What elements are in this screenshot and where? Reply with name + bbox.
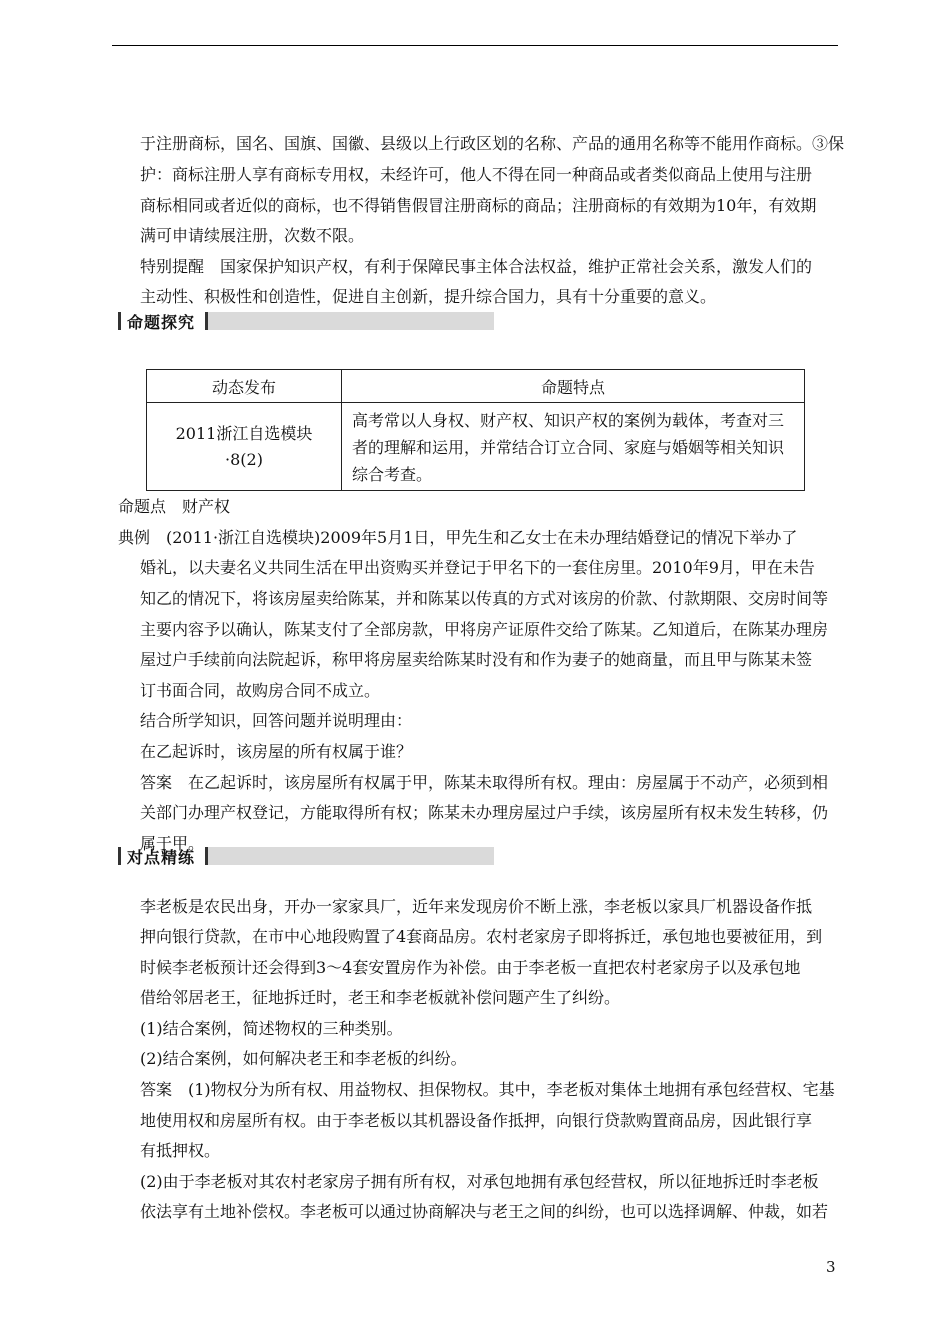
header-rule	[112, 45, 838, 46]
text-line: 知乙的情况下，将该房屋卖给陈某，并和陈某以传真的方式对该房的价款、付款期限、交房时间等	[140, 589, 829, 608]
topic-table	[146, 369, 805, 491]
table-header-row	[147, 370, 805, 403]
text-line: 属于甲。	[140, 834, 205, 853]
text-line: 命题点 财产权	[118, 497, 231, 516]
section-heading-practice	[118, 846, 494, 866]
text-line: 押向银行贷款，在市中心地段购置了4套商品房。农村老家房子即将拆迁，承包地也要被征用，到	[140, 927, 823, 946]
section-fill-bar	[208, 312, 494, 330]
text-line: 主动性、积极性和创造性，促进自主创新，提升综合国力，具有十分重要的意义。	[140, 287, 717, 306]
text-line: 于注册商标，国名、国旗、国徽、县级以上行政区划的名称、产品的通用名称等不能用作商标。③保	[140, 134, 845, 153]
text-line: 主要内容予以确认，陈某支付了全部房款，甲将房产证原件交给了陈某。乙知道后，在陈某办理房	[140, 620, 829, 639]
text-line: (1)结合案例，简述物权的三种类别。	[140, 1019, 403, 1038]
section-marker	[118, 847, 121, 865]
section-marker	[118, 312, 121, 330]
text-line: 依法享有土地补偿权。李老板可以通过协商解决与老王之间的纠纷，也可以选择调解、仲裁，如若	[140, 1202, 829, 1221]
table-header-features: 命题特点	[342, 370, 805, 403]
text-line: 李老板是农民出身，开办一家家具厂，近年来发现房价不断上涨，李老板以家具厂机器设备作抵	[140, 897, 813, 916]
text-line: 结合所学知识，回答问题并说明理由：	[140, 711, 413, 730]
feature-line: 者的理解和运用，并常结合订立合同、家庭与婚姻等相关知识	[352, 438, 785, 457]
text-line: 屋过户手续前向法院起诉，称甲将房屋卖给陈某时没有和作为妻子的她商量，而且甲与陈某未签	[140, 650, 813, 669]
text-line: 商标相同或者近似的商标，也不得销售假冒注册商标的商品；注册商标的有效期为10年，有效期	[140, 196, 817, 215]
text-line: 有抵押权。	[140, 1141, 221, 1160]
text-line: 护：商标注册人享有商标专用权，未经许可，他人不得在同一种商品或者类似商品上使用与注册	[140, 165, 813, 184]
source-line: ·8(2)	[225, 449, 263, 469]
feature-line: 综合考查。	[352, 465, 433, 484]
text-line: 时候李老板预计还会得到3～4套安置房作为补偿。由于李老板一直把农村老家房子以及承包地	[140, 958, 801, 977]
feature-line: 高考常以人身权、财产权、知识产权的案例为载体，考查对三	[352, 411, 785, 430]
table-row	[147, 403, 805, 491]
text-line: 关部门办理产权登记，方能取得所有权；陈某未办理房屋过户手续，该房屋所有权未发生转移，仍	[140, 803, 829, 822]
text-line: 典例 (2011·浙江自选模块)2009年5月1日，甲先生和乙女士在未办理结婚登记的情况下举办了	[118, 528, 798, 547]
text-line: (2)结合案例，如何解决老王和李老板的纠纷。	[140, 1049, 467, 1068]
source-line: 2011浙江自选模块	[175, 423, 313, 443]
table-cell-source	[147, 403, 342, 491]
section-title: 对点精练	[127, 847, 196, 867]
section-fill-bar	[208, 847, 494, 865]
section-heading-topic-inquiry	[118, 311, 494, 331]
text-line: (2)由于李老板对其农村老家房子拥有所有权，对承包地拥有承包经营权，所以征地拆迁时李老板	[140, 1172, 819, 1191]
text-line: 答案 在乙起诉时，该房屋所有权属于甲，陈某未取得所有权。理由：房屋属于不动产，必须到相	[140, 773, 829, 792]
text-line: 订书面合同，故购房合同不成立。	[140, 681, 381, 700]
text-line: 地使用权和房屋所有权。由于李老板以其机器设备作抵押，向银行贷款购置商品房，因此银行享	[140, 1111, 813, 1130]
table-cell-features	[342, 403, 805, 491]
table-header-source: 动态发布	[147, 370, 342, 403]
text-line: 特别提醒 国家保护知识产权，有利于保障民事主体合法权益，维护正常社会关系，激发人们的	[140, 257, 813, 276]
text-line: 在乙起诉时，该房屋的所有权属于谁？	[140, 742, 413, 761]
text-line: 借给邻居老王，征地拆迁时，老王和李老板就补偿问题产生了纠纷。	[140, 988, 621, 1007]
text-line: 满可申请续展注册，次数不限。	[140, 226, 365, 245]
page-number: 3	[826, 1258, 836, 1276]
section-title: 命题探究	[127, 312, 196, 332]
text-line: 婚礼，以夫妻名义共同生活在甲出资购买并登记于甲名下的一套住房里。2010年9月，甲在未告	[140, 558, 815, 577]
text-line: 答案 (1)物权分为所有权、用益物权、担保物权。其中，李老板对集体土地拥有承包经营权、宅基	[140, 1080, 835, 1099]
